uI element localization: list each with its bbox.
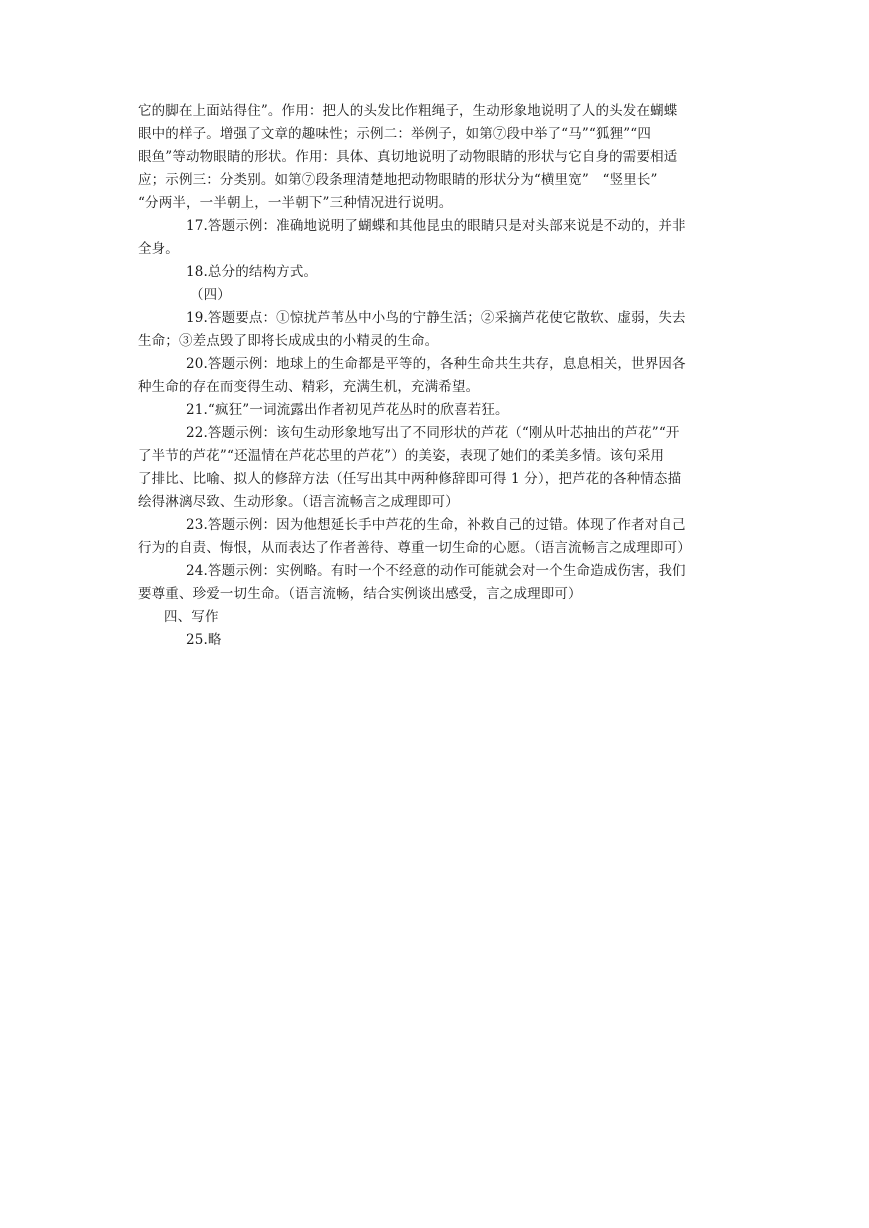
answer-19: 19.答题要点：①惊扰芦苇丛中小鸟的宁静生活；②采摘芦花使它散软、虚弱，失去 bbox=[186, 310, 686, 326]
answer-25: 25.略 bbox=[186, 632, 222, 648]
text-line: 行为的自责、悔恨，从而表达了作者善待、尊重一切生命的心愿。（语言流畅言之成理即可） bbox=[138, 540, 691, 556]
answer-24: 24.答题示例：实例略。有时一个不经意的动作可能就会对一个生命造成伤害，我们 bbox=[186, 563, 686, 579]
answer-key-text bbox=[138, 100, 738, 652]
text-line: 应；示例三：分类别。如第⑦段条理清楚地把动物眼睛的形状分为“横里宽” “竖里长” bbox=[138, 172, 658, 188]
text-line: 生命；③差点毁了即将长成成虫的小精灵的生命。 bbox=[138, 333, 439, 349]
text-line: 要尊重、珍爱一切生命。（语言流畅，结合实例谈出感受，言之成理即可） bbox=[138, 586, 582, 602]
text-line: 全身。 bbox=[138, 241, 179, 257]
text-line: 了半节的芦花”“还温情在芦花芯里的芦花”）的美姿，表现了她们的柔美多情。该句采用 bbox=[138, 448, 665, 464]
text-line: 了排比、比喻、拟人的修辞方法（任写出其中两种修辞即可得 1 分），把芦花的各种情态描 bbox=[138, 471, 682, 487]
section-heading-writing: 四、写作 bbox=[164, 609, 219, 625]
section-heading-4: （四） bbox=[190, 287, 231, 303]
text-line: “分两半，一半朝上，一半朝下”三种情况进行说明。 bbox=[138, 195, 453, 211]
answer-17: 17.答题示例：准确地说明了蝴蝶和其他昆虫的眼睛只是对头部来说是不动的，并非 bbox=[186, 218, 686, 234]
text-line: 它的脚在上面站得住”。作用：把人的头发比作粗绳子，生动形象地说明了人的头发在蝴蝶 bbox=[138, 103, 678, 119]
answer-20: 20.答题示例：地球上的生命都是平等的，各种生命共生共存，息息相关，世界因各 bbox=[186, 356, 686, 372]
answer-23: 23.答题示例：因为他想延长手中芦花的生命，补救自己的过错。体现了作者对自己 bbox=[186, 517, 686, 533]
answer-18: 18.总分的结构方式。 bbox=[186, 264, 318, 280]
answer-21: 21.“疯狂”一词流露出作者初见芦花丛时的欣喜若狂。 bbox=[186, 402, 509, 418]
text-line: 绘得淋漓尽致、生动形象。（语言流畅言之成理即可） bbox=[138, 494, 459, 510]
text-line: 种生命的存在而变得生动、精彩，充满生机，充满希望。 bbox=[138, 379, 480, 395]
answer-22: 22.答题示例：该句生动形象地写出了不同形状的芦花（“刚从叶芯抽出的芦花”“开 bbox=[186, 425, 680, 441]
text-line: 眼中的样子。增强了文章的趣味性；示例二：举例子，如第⑦段中举了“马”“狐狸”“四 bbox=[138, 126, 652, 142]
text-line: 眼鱼”等动物眼睛的形状。作用：具体、真切地说明了动物眼睛的形状与它自身的需要相适 bbox=[138, 149, 678, 165]
